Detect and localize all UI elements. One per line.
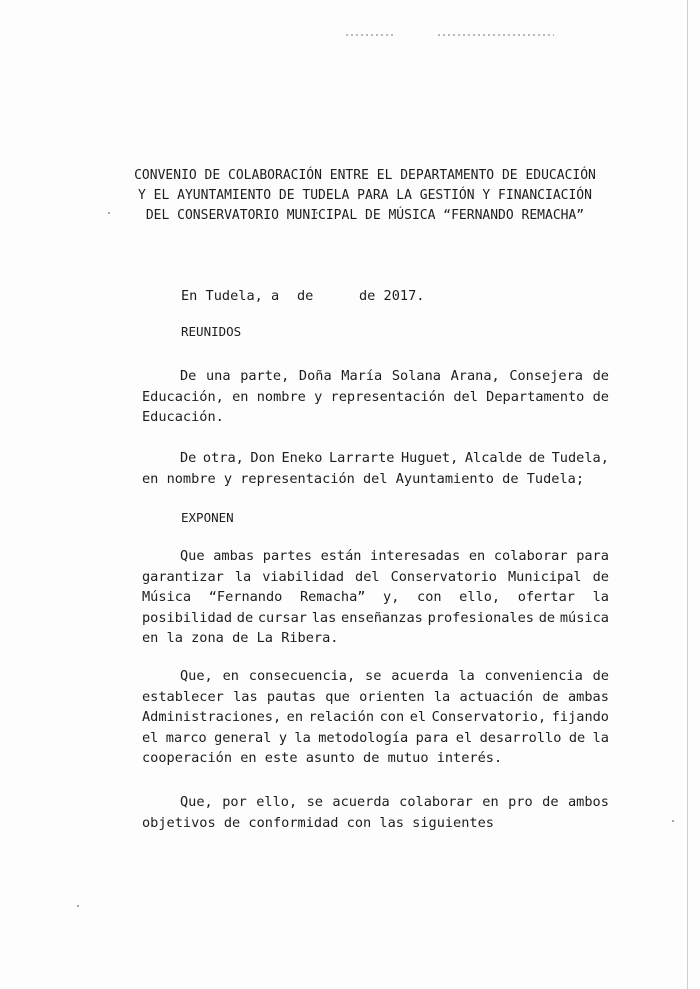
word: Música (142, 589, 192, 605)
word: María (341, 368, 383, 384)
word: conveniencia (484, 668, 583, 684)
word: La (256, 630, 273, 646)
word: una (206, 368, 231, 384)
word: la (294, 729, 311, 746)
word: enseñanzas (341, 609, 423, 626)
paragraph-line (142, 587, 609, 608)
page-edge-shadow (687, 0, 688, 989)
word: en (222, 668, 239, 684)
word: del (453, 388, 478, 405)
word: Eneko (281, 450, 323, 466)
word: profesionales (427, 609, 534, 626)
paragraph-line (142, 387, 609, 408)
word: nombre (256, 388, 306, 405)
word: De (180, 450, 197, 466)
word: la (592, 729, 609, 746)
exponen-paragraph-two (142, 666, 609, 769)
paragraph-line (142, 407, 609, 428)
place-date-year: de 2017. (359, 288, 425, 304)
word: Remacha” (299, 589, 366, 605)
word: interesadas (370, 548, 461, 564)
word: Administraciones, (142, 709, 282, 725)
word: del (355, 568, 380, 585)
word: garantizar (142, 568, 224, 585)
word: representación (330, 388, 446, 405)
word: con (417, 589, 442, 605)
word: el (409, 709, 427, 725)
word: colaborar (493, 548, 568, 564)
word: Doña (298, 368, 332, 384)
word: posibilidad (142, 609, 233, 626)
word: Tudela, (551, 450, 609, 466)
word: pautas (266, 688, 317, 705)
place-date-prefix: En Tudela, a (181, 288, 280, 304)
paragraph-line (142, 687, 609, 708)
word: orienten (359, 688, 425, 705)
word: la (433, 688, 451, 705)
word: la (458, 668, 475, 684)
word: Municipal (507, 568, 582, 585)
word: conformidad (248, 814, 339, 831)
word: partes (262, 548, 312, 564)
word: viabilidad (262, 568, 345, 585)
word: Solana (391, 368, 441, 384)
paragraph-line (142, 366, 609, 387)
word: de (568, 729, 586, 746)
paragraph-line (142, 728, 609, 749)
word: ambos (567, 794, 609, 810)
exponen-paragraph-three (142, 792, 609, 833)
word: en (240, 750, 257, 766)
word: y (314, 388, 323, 405)
word: Conservatorio (390, 568, 497, 585)
word: la (592, 589, 609, 605)
scan-noise-mark (346, 34, 394, 36)
word: objetivos (142, 814, 216, 831)
word: ambas (213, 548, 255, 564)
word: las (379, 814, 404, 831)
word: “Fernando (208, 589, 283, 605)
word: Tudela; (526, 470, 585, 487)
word: se (365, 668, 382, 684)
word: por (222, 794, 247, 810)
word: desarrollo (479, 729, 562, 746)
word: establecer (142, 688, 224, 705)
word: parte, (240, 368, 290, 384)
word: relación (308, 709, 375, 725)
paragraph-line (142, 707, 609, 728)
word: actuación (459, 688, 534, 705)
word: asunto (305, 750, 355, 766)
word: marco (165, 729, 207, 746)
word: Que, (180, 668, 213, 684)
word: la (234, 568, 252, 585)
word: Conservatorio, (431, 709, 547, 725)
word: interés. (436, 750, 503, 766)
title-line: Y EL AYUNTAMIENTO DE TUDELA PARA LA GESTIÓN Y FINANCIACIÓN (138, 188, 592, 203)
word: ambas (567, 688, 609, 705)
word: en (468, 548, 486, 564)
title-line: CONVENIO DE COLABORACIÓN ENTRE EL DEPARTAMENTO DE EDUCACIÓN (134, 168, 596, 183)
word: el (142, 729, 159, 746)
word: para (576, 548, 609, 564)
paragraph-line (142, 608, 609, 629)
word: Educación. (142, 409, 224, 425)
word: Que, (180, 794, 213, 810)
paragraph-line (142, 666, 609, 687)
word: Arana, (450, 368, 500, 384)
word: música (559, 609, 609, 626)
word: en (142, 630, 159, 646)
exponen-heading: EXPONEN (181, 510, 234, 525)
word: de (528, 450, 546, 466)
scan-noise-mark (438, 34, 554, 36)
word: el (455, 729, 473, 746)
word: cursar (257, 609, 307, 626)
word: representación (240, 470, 355, 487)
word: las (233, 688, 258, 705)
word: en (482, 794, 499, 810)
paragraph-line (142, 567, 609, 588)
word: fijando (551, 709, 609, 725)
word: acuerda (332, 794, 390, 810)
word: ofertar (517, 589, 575, 605)
word: ello, (459, 589, 501, 605)
place-date-de: de (297, 288, 314, 304)
word: de (592, 368, 609, 384)
word: de (592, 568, 609, 585)
word: que (325, 688, 350, 705)
word: De (180, 368, 197, 384)
word: de (502, 470, 519, 487)
document-title (120, 166, 610, 226)
word: Don (250, 450, 275, 466)
word: con (346, 814, 372, 831)
word: están (320, 548, 362, 564)
word: con (379, 709, 405, 725)
word: Que (180, 548, 205, 564)
word: otra, (202, 450, 244, 466)
word: de (592, 388, 609, 405)
word: Departamento (486, 388, 585, 405)
word: de (232, 630, 249, 646)
paragraph-line (142, 748, 609, 769)
paragraph-line (142, 813, 609, 834)
scan-speck (672, 820, 674, 822)
party-two-paragraph (142, 448, 609, 489)
word: en (232, 388, 249, 405)
word: en (142, 470, 159, 487)
word: se (306, 794, 323, 810)
word: de (542, 794, 559, 810)
word: de (542, 688, 559, 705)
paragraph-line (142, 469, 609, 490)
word: de (592, 668, 609, 684)
word: y (223, 470, 233, 487)
word: la (166, 630, 183, 646)
word: acuerda (391, 668, 449, 684)
paragraph-line (142, 628, 609, 649)
word: de (363, 750, 380, 766)
scan-speck (77, 905, 79, 907)
word: del (363, 470, 388, 487)
title-line: DEL CONSERVATORIO MUNICIPAL DE MÚSICA “FERNANDO REMACHA” (145, 208, 585, 223)
exponen-paragraph-one (142, 546, 609, 649)
word: cooperación (142, 750, 233, 766)
word: las (311, 609, 337, 626)
word: y, (383, 589, 400, 605)
word: Educación, (142, 388, 224, 405)
word: ello, (256, 794, 298, 810)
word: nombre (166, 470, 216, 487)
scan-speck (108, 212, 110, 214)
paragraph-line (142, 448, 609, 469)
word: colaborar (399, 794, 473, 810)
word: Huguet, (401, 450, 459, 466)
word: Larrarte (328, 450, 395, 466)
word: y (278, 729, 287, 746)
party-one-paragraph (142, 366, 609, 428)
paragraph-line (142, 792, 609, 813)
word: siguientes (412, 814, 494, 831)
word: metodología (318, 729, 409, 746)
word: Consejera (509, 368, 583, 384)
word: Ribera. (281, 630, 339, 646)
word: de (236, 609, 254, 626)
word: para (415, 729, 449, 746)
word: general (214, 729, 272, 746)
reunidos-heading: REUNIDOS (181, 324, 242, 339)
word: consecuencia, (248, 668, 356, 684)
word: de (538, 609, 556, 626)
word: mutuo (387, 750, 429, 766)
word: Alcalde (464, 450, 523, 466)
word: en (286, 709, 304, 725)
word: zona (191, 630, 224, 646)
word: este (264, 750, 298, 766)
word: pro (508, 794, 533, 810)
word: de (223, 814, 241, 831)
paragraph-line (142, 546, 609, 567)
word: Ayuntamiento (395, 470, 494, 487)
